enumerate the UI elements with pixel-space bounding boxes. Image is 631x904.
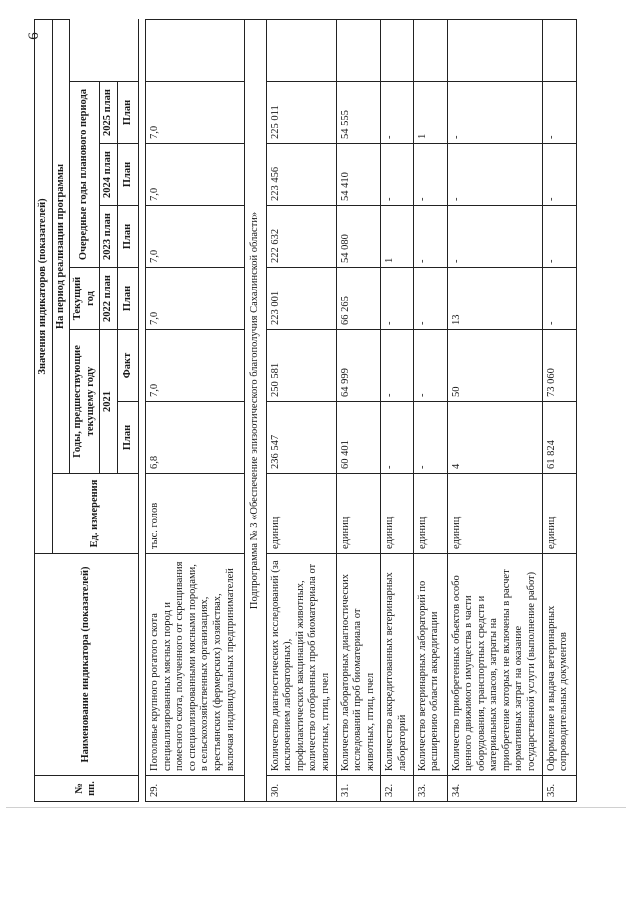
row-plan-2024: 7,0 bbox=[145, 144, 244, 206]
header-plan-2021: План bbox=[117, 402, 138, 474]
row-plan-2025: 1 bbox=[413, 82, 447, 144]
row-plan-2023: - bbox=[542, 206, 576, 268]
table-row bbox=[381, 19, 413, 801]
row-unit: единиц bbox=[266, 474, 336, 554]
subprogram-row bbox=[244, 19, 266, 801]
row-unit: тыс. голов bbox=[145, 474, 244, 554]
table-row bbox=[542, 19, 576, 801]
row-plan-2022: 66 265 bbox=[336, 268, 381, 330]
header-plan-2022: План bbox=[117, 268, 138, 330]
header-current-year: Текущий год bbox=[70, 268, 100, 330]
row-number: 30. bbox=[266, 776, 336, 802]
row-number: 31. bbox=[336, 776, 381, 802]
table-gap bbox=[138, 19, 145, 801]
row-plan-2025: 7,0 bbox=[145, 82, 244, 144]
row-plan-2024: 54 410 bbox=[336, 144, 381, 206]
row-number: 29. bbox=[145, 776, 244, 802]
row-indicator-name: Поголовье крупного рогатого скота специализированных мясных пород и помесного скота, полученного от скрещивания со специализированными мясными породами, в сельскохозяйственных организациях, крестьянских (фермерских) хозяйствах, включая индивидуальных предпринимателей bbox=[145, 554, 244, 776]
row-empty-cell bbox=[266, 19, 336, 81]
table-row bbox=[145, 19, 244, 801]
scan-artifact-line bbox=[6, 807, 626, 808]
row-unit: единиц bbox=[381, 474, 413, 554]
row-plan-2023: 54 080 bbox=[336, 206, 381, 268]
row-indicator-name: Количество приобретенных объектов особо ценного движимого имущества в части оборудования, транспортных средств и материальных запасов, затраты на приобретение которых не включены в расчет нормативных затрат на оказание государственной услуги (выполнение работ) bbox=[447, 554, 542, 776]
row-fact-2021: 7,0 bbox=[145, 330, 244, 402]
row-plan-2021: 4 bbox=[447, 402, 542, 474]
row-number: 34. bbox=[447, 776, 542, 802]
row-plan-2021: 61 824 bbox=[542, 402, 576, 474]
header-indicator-name: Наименование индикатора (показателей) bbox=[35, 554, 139, 776]
row-number: 35. bbox=[542, 776, 576, 802]
row-plan-2024: 223 456 bbox=[266, 144, 336, 206]
row-indicator-name: Количество диагностических исследований (за исключением лабораторных), профилактических вакцинаций животных, количество отобранных проб биоматериала от животных, птиц, пчел bbox=[266, 554, 336, 776]
row-indicator-name: Количество ветеринарных лабораторий по расширению области аккредитации bbox=[413, 554, 447, 776]
row-plan-2022: 13 bbox=[447, 268, 542, 330]
row-plan-2024: - bbox=[447, 144, 542, 206]
header-plan-2024: План bbox=[117, 144, 138, 206]
row-unit: единиц bbox=[447, 474, 542, 554]
row-plan-2022: - bbox=[413, 268, 447, 330]
row-plan-2023: - bbox=[413, 206, 447, 268]
table-row bbox=[266, 19, 336, 801]
header-realization-period: На период реализации программы bbox=[52, 19, 70, 473]
row-unit: единиц bbox=[542, 474, 576, 554]
row-indicator-name: Оформление и выдача ветеринарных сопроводительных документов bbox=[542, 554, 576, 776]
row-empty-cell bbox=[542, 19, 576, 81]
header-year-2024: 2024 план bbox=[100, 144, 118, 206]
header-year-2021: 2021 bbox=[100, 330, 118, 474]
row-plan-2021: - bbox=[381, 402, 413, 474]
header-year-2023: 2023 план bbox=[100, 206, 118, 268]
row-plan-2022: 223 001 bbox=[266, 268, 336, 330]
row-plan-2023: - bbox=[447, 206, 542, 268]
row-plan-2024: - bbox=[542, 144, 576, 206]
header-values-group: Значения индикаторов (показателей) bbox=[35, 19, 53, 553]
table-row bbox=[336, 19, 381, 801]
row-plan-2021: 60 401 bbox=[336, 402, 381, 474]
subprogram-title: Подпрограмма № 3 «Обеспечение эпизоотического благополучия Сахалинской области» bbox=[244, 19, 266, 801]
row-unit: единиц bbox=[336, 474, 381, 554]
row-fact-2021: 64 999 bbox=[336, 330, 381, 402]
row-plan-2021: 236 547 bbox=[266, 402, 336, 474]
row-plan-2022: - bbox=[381, 268, 413, 330]
row-plan-2025: - bbox=[447, 82, 542, 144]
header-number: № пп. bbox=[35, 776, 139, 802]
row-unit: единиц bbox=[413, 474, 447, 554]
row-plan-2021: 6,8 bbox=[145, 402, 244, 474]
table-row bbox=[447, 19, 542, 801]
row-empty-cell bbox=[381, 19, 413, 81]
row-plan-2025: 225 011 bbox=[266, 82, 336, 144]
row-plan-2024: - bbox=[381, 144, 413, 206]
row-plan-2023: 1 bbox=[381, 206, 413, 268]
row-plan-2024: - bbox=[413, 144, 447, 206]
table-row bbox=[413, 19, 447, 801]
row-plan-2025: 54 555 bbox=[336, 82, 381, 144]
row-fact-2021: 50 bbox=[447, 330, 542, 402]
header-prior-years: Годы, предшествующие текущему году bbox=[70, 330, 100, 474]
indicator-table bbox=[34, 19, 577, 802]
row-fact-2021: 73 060 bbox=[542, 330, 576, 402]
row-empty-cell bbox=[413, 19, 447, 81]
row-fact-2021: - bbox=[413, 330, 447, 402]
header-planning-years: Очередные годы планового периода bbox=[70, 82, 100, 268]
header-year-2022: 2022 план bbox=[100, 268, 118, 330]
row-plan-2021: - bbox=[413, 402, 447, 474]
header-plan-2023: План bbox=[117, 206, 138, 268]
row-plan-2022: 7,0 bbox=[145, 268, 244, 330]
page-number: 6 bbox=[26, 32, 42, 40]
row-indicator-name: Количество аккредитованных ветеринарных лабораторий bbox=[381, 554, 413, 776]
row-plan-2025: - bbox=[381, 82, 413, 144]
row-fact-2021: - bbox=[381, 330, 413, 402]
header-plan-2025: План bbox=[117, 82, 138, 144]
header-unit: Ед. измерения bbox=[52, 474, 138, 554]
row-empty-cell bbox=[447, 19, 542, 81]
row-empty-cell bbox=[145, 19, 244, 81]
row-number: 32. bbox=[381, 776, 413, 802]
row-plan-2022: - bbox=[542, 268, 576, 330]
row-plan-2023: 7,0 bbox=[145, 206, 244, 268]
row-fact-2021: 250 581 bbox=[266, 330, 336, 402]
row-number: 33. bbox=[413, 776, 447, 802]
row-plan-2025: - bbox=[542, 82, 576, 144]
header-fact-2021: Факт bbox=[117, 330, 138, 402]
row-plan-2023: 222 632 bbox=[266, 206, 336, 268]
row-empty-cell bbox=[336, 19, 381, 81]
header-year-2025: 2025 план bbox=[100, 82, 118, 144]
row-indicator-name: Количество лабораторных диагностических исследований проб биоматериала от животных, птиц, пчел bbox=[336, 554, 381, 776]
